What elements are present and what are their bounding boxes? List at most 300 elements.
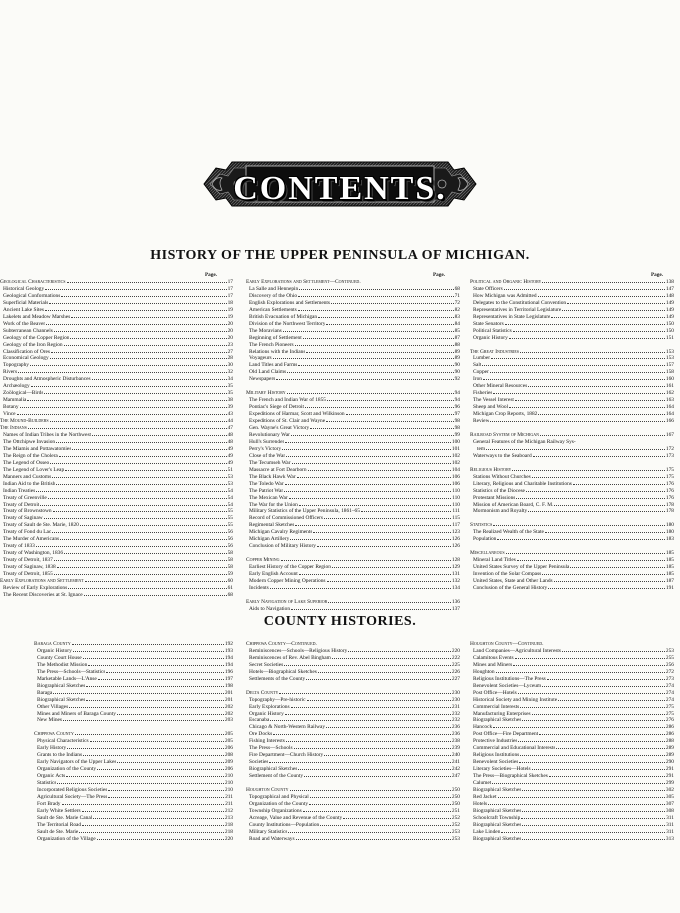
dot-leader xyxy=(286,453,451,457)
dot-leader xyxy=(512,467,664,471)
toc-entry xyxy=(470,307,674,314)
dot-leader xyxy=(486,446,665,450)
toc-entry-title: tem xyxy=(477,445,486,452)
toc-entry xyxy=(470,446,674,453)
toc-entry xyxy=(246,606,460,613)
toc-entry xyxy=(34,669,233,676)
toc-entry xyxy=(0,411,233,418)
toc-entry xyxy=(246,836,460,843)
toc-entry-title: Houghton xyxy=(473,668,495,675)
toc-entry-page: 164 xyxy=(665,404,674,411)
dot-leader xyxy=(281,557,451,561)
toc-section-heading xyxy=(246,279,460,286)
toc-entry-title: Organization of the Village xyxy=(37,835,96,842)
toc-section-heading xyxy=(470,432,674,439)
toc-spacer xyxy=(470,460,674,467)
dot-leader xyxy=(84,592,227,596)
toc-entry xyxy=(0,362,233,369)
toc-entry-page: 276 xyxy=(665,717,674,724)
toc-entry-title: Sault de Ste. Marie xyxy=(37,828,79,835)
toc-entry-page: 250 xyxy=(451,793,460,800)
toc-entry xyxy=(246,773,460,780)
history-column-1 xyxy=(0,279,233,599)
dot-leader xyxy=(294,745,451,749)
toc-entry-page: 238 xyxy=(451,738,460,745)
toc-entry xyxy=(246,467,460,474)
toc-entry-title: Chicago & North-Western Railway xyxy=(249,724,326,731)
toc-entry-title: The War for the Union xyxy=(249,501,298,508)
toc-entry-title: Early Navigators of the Upper Lakes xyxy=(37,759,117,766)
toc-entry-title: County Institutions—Population xyxy=(249,821,320,828)
toc-entry xyxy=(246,815,460,822)
toc-entry-page: 202 xyxy=(224,710,233,717)
toc-entry-title: Political and Organic History xyxy=(470,279,542,285)
toc-entry-page: 255 xyxy=(665,654,674,661)
dot-leader xyxy=(63,717,224,721)
toc-entry-page: 180 xyxy=(665,522,674,529)
toc-entry xyxy=(246,488,460,495)
toc-entry-title: The Mound-Builders xyxy=(0,418,49,425)
toc-entry-page: 132 xyxy=(451,577,460,584)
toc-entry-title: Names of Indian Tribes in the Northwest xyxy=(3,431,92,438)
toc-entry xyxy=(246,335,460,342)
toc-entry-page: 274 xyxy=(665,689,674,696)
dot-leader xyxy=(554,578,665,582)
toc-entry-page: 225 xyxy=(451,661,460,668)
toc-entry-page: 101 xyxy=(451,445,460,452)
toc-entry-page: 138 xyxy=(665,279,674,285)
toc-entry xyxy=(246,801,460,808)
toc-entry-title: Topographical and Physical xyxy=(249,793,309,800)
toc-entry-page: 185 xyxy=(665,557,674,564)
dot-leader xyxy=(64,342,227,346)
toc-entry-page: 218 xyxy=(224,821,233,828)
toc-entry xyxy=(0,390,233,397)
toc-entry-title: Benevolent Societies—Lyceum xyxy=(473,682,542,689)
dot-leader xyxy=(348,648,451,652)
county-column-3 xyxy=(470,641,674,843)
toc-entry-title: Post Office—Fire Department xyxy=(473,731,539,738)
toc-entry-page: 291 xyxy=(665,773,674,780)
toc-entry-page: 48 xyxy=(227,438,233,445)
toc-section-heading xyxy=(470,550,674,557)
dot-leader xyxy=(44,390,226,394)
toc-entry-title: Calumet xyxy=(473,780,492,787)
toc-entry-page: 99 xyxy=(454,431,460,438)
toc-entry xyxy=(0,536,233,543)
toc-entry-title: Conclusion of Military History xyxy=(249,543,316,550)
toc-entry-page: 102 xyxy=(451,452,460,459)
toc-entry-title: The Mexican War xyxy=(249,494,288,501)
dot-leader xyxy=(285,481,451,485)
dot-leader xyxy=(515,397,665,401)
toc-entry-page: 208 xyxy=(224,752,233,759)
toc-entry-title: The Indians xyxy=(0,425,27,432)
toc-entry-title: The Realized Wealth of the State xyxy=(473,529,544,536)
toc-entry xyxy=(246,745,460,752)
toc-entry-page: 157 xyxy=(665,362,674,369)
dot-leader xyxy=(85,578,227,582)
toc-entry-title: Military Statistics xyxy=(249,828,288,835)
toc-entry-title: Indian Aid to the British xyxy=(3,480,56,487)
toc-entry-page: 17 xyxy=(227,292,233,299)
toc-entry-title: Chippewa County xyxy=(34,731,74,738)
toc-entry-title: Representatives in State Legislature xyxy=(473,313,551,320)
toc-entry xyxy=(34,801,233,808)
toc-entry-title: Societies xyxy=(249,759,269,766)
dot-leader xyxy=(303,808,451,812)
toc-entry-title: Discovery of the Ohio xyxy=(249,292,298,299)
toc-entry xyxy=(0,592,233,599)
toc-entry-title: Protestant Missions xyxy=(473,494,516,501)
toc-entry-title: Statistics xyxy=(470,522,493,529)
dot-leader xyxy=(313,529,450,533)
toc-entry-page: 253 xyxy=(665,647,674,654)
toc-entry-title: Salt xyxy=(473,362,482,369)
toc-entry xyxy=(470,390,674,397)
toc-entry-page: 83 xyxy=(454,313,460,320)
toc-entry xyxy=(470,829,674,836)
toc-entry xyxy=(246,397,460,404)
dot-leader xyxy=(284,488,451,492)
toc-entry xyxy=(470,571,674,578)
toc-entry-page: 149 xyxy=(665,306,674,313)
dot-leader xyxy=(49,300,226,304)
dot-leader xyxy=(522,808,665,812)
toc-entry-page: 175 xyxy=(665,466,674,473)
toc-entry xyxy=(470,822,674,829)
toc-entry-page: 247 xyxy=(451,773,460,780)
dot-leader xyxy=(67,279,227,283)
toc-entry-page: 147 xyxy=(665,285,674,292)
toc-entry-page: 275 xyxy=(665,703,674,710)
toc-entry-page: 27 xyxy=(227,348,233,355)
toc-section-heading xyxy=(0,279,233,286)
toc-entry-page: 192 xyxy=(224,641,233,647)
toc-entry-page: 54 xyxy=(227,501,233,508)
toc-entry-title: Early Navigation of Lake Superior xyxy=(246,598,328,605)
toc-entry-title: Expeditions of St. Clair and Wayne xyxy=(249,418,326,425)
dot-leader xyxy=(558,697,665,701)
toc-entry xyxy=(34,794,233,801)
toc-entry-page: 162 xyxy=(665,390,674,397)
toc-entry xyxy=(0,335,233,342)
toc-entry-page: 274 xyxy=(665,682,674,689)
toc-entry-title: Miscellaneous xyxy=(470,550,505,557)
toc-entry xyxy=(470,801,674,808)
dot-leader xyxy=(308,467,451,471)
toc-entry xyxy=(470,495,674,502)
toc-entry-page: 250 xyxy=(451,800,460,807)
toc-entry xyxy=(246,418,460,425)
toc-entry-title: Manners and Customs xyxy=(3,473,52,480)
toc-entry xyxy=(0,383,233,390)
toc-entry xyxy=(470,731,674,738)
toc-entry-title: Political Statistics xyxy=(473,327,512,334)
dot-leader xyxy=(298,766,451,770)
toc-entry-title: Treaty of Detroit, 1855 xyxy=(3,571,53,578)
toc-entry-page: 136 xyxy=(451,598,460,605)
toc-entry xyxy=(470,578,674,585)
dot-leader xyxy=(326,724,451,728)
toc-entry-title: Reminiscences of Rev. Abel Bingham xyxy=(249,654,331,661)
toc-entry-title: Physical Characteristics xyxy=(37,738,89,745)
toc-entry xyxy=(246,307,460,314)
banner-title: CONTENTS. xyxy=(233,170,447,207)
toc-entry-page: 129 xyxy=(451,564,460,571)
toc-entry-title: Houghton County—Continued. xyxy=(470,641,544,647)
toc-entry-title: Botany xyxy=(3,404,19,411)
toc-entry-title: Biographical Sketches xyxy=(249,766,298,773)
dot-leader xyxy=(276,376,453,380)
toc-entry xyxy=(34,759,233,766)
toc-entry xyxy=(0,300,233,307)
toc-entry-title: Organic History xyxy=(473,334,508,341)
dot-leader xyxy=(90,738,224,742)
toc-entry-page: 49 xyxy=(227,452,233,459)
toc-entry-page: 206 xyxy=(224,766,233,773)
toc-entry xyxy=(246,752,460,759)
toc-section-heading xyxy=(246,557,460,564)
toc-entry-page: 231 xyxy=(451,703,460,710)
dot-leader xyxy=(290,787,451,791)
toc-entry xyxy=(246,432,460,439)
toc-entry-title: Topography xyxy=(3,362,29,369)
dot-leader xyxy=(547,676,665,680)
page-header-col1: Page. xyxy=(205,272,217,278)
toc-entry-title: Massacre at Fort Dearborn xyxy=(249,466,307,473)
toc-entry-page: 60 xyxy=(227,577,233,584)
toc-entry-page: 28 xyxy=(227,355,233,362)
dot-leader xyxy=(532,766,665,770)
toc-entry xyxy=(0,474,233,481)
toc-entry-page: 232 xyxy=(451,717,460,724)
toc-entry-page: 311 xyxy=(666,828,674,835)
dot-leader xyxy=(504,286,665,290)
toc-entry-title: Treaty of Saginaw, 1838 xyxy=(3,564,56,571)
dot-leader xyxy=(80,522,227,526)
toc-entry xyxy=(246,731,460,738)
toc-section-heading xyxy=(246,787,460,794)
dot-leader xyxy=(31,383,227,387)
toc-entry xyxy=(0,495,233,502)
toc-entry-page: 131 xyxy=(451,571,460,578)
toc-entry-title: Red Jacket xyxy=(473,793,497,800)
toc-entry xyxy=(34,773,233,780)
toc-entry xyxy=(34,787,233,794)
toc-entry xyxy=(470,488,674,495)
toc-entry-title: Voyageurs xyxy=(249,355,272,362)
toc-entry xyxy=(470,655,674,662)
toc-entry-page: 92 xyxy=(454,376,460,383)
toc-entry-page: 308 xyxy=(665,807,674,814)
toc-entry-page: 110 xyxy=(452,487,460,494)
toc-entry xyxy=(470,453,674,460)
toc-entry-page: 43 xyxy=(227,411,233,418)
toc-entry xyxy=(470,418,674,425)
toc-entry-title: Treaty of Greenville xyxy=(3,494,47,501)
toc-entry-page: 289 xyxy=(665,745,674,752)
toc-entry-page: 201 xyxy=(224,689,233,696)
toc-entry-page: 206 xyxy=(224,745,233,752)
toc-entry-title: Invention of the Solar Compass xyxy=(473,571,542,578)
dot-leader xyxy=(36,543,227,547)
dot-leader xyxy=(331,300,454,304)
toc-entry-page: 205 xyxy=(224,738,233,745)
toc-entry xyxy=(470,669,674,676)
toc-entry-page: 291 xyxy=(665,766,674,773)
toc-entry xyxy=(246,425,460,432)
toc-entry-title: The Toledo War xyxy=(249,480,284,487)
dot-leader xyxy=(497,536,665,540)
toc-entry-page: 44 xyxy=(227,418,233,425)
toc-entry-title: Michigan Cavalry Regiments xyxy=(249,529,313,536)
toc-entry-title: Fort Brady xyxy=(37,800,61,807)
toc-entry-title: The French and Indian War of 1855 xyxy=(249,397,327,404)
dot-leader xyxy=(309,801,451,805)
toc-entry-page: 313 xyxy=(665,835,674,842)
toc-entry-page: 55 xyxy=(227,515,233,522)
toc-entry-page: 205 xyxy=(224,731,233,738)
toc-entry-page: 59 xyxy=(227,571,233,578)
toc-entry xyxy=(246,585,460,592)
toc-entry-title: Geological Conformations xyxy=(3,292,61,299)
toc-entry xyxy=(470,745,674,752)
toc-entry xyxy=(470,404,674,411)
toc-entry-title: Organic Acts xyxy=(37,773,66,780)
dot-leader xyxy=(554,502,664,506)
toc-entry-page: 288 xyxy=(665,738,674,745)
toc-entry-title: Reminiscences—Schools—Religious History xyxy=(249,647,348,654)
toc-entry-page: 56 xyxy=(227,543,233,550)
history-column-3 xyxy=(470,279,674,592)
toc-entry-title: Treaty of Detroit, 1837 xyxy=(3,557,53,564)
toc-entry-page: 193 xyxy=(224,647,233,654)
dot-leader xyxy=(290,536,451,540)
toc-entry-title: Organic History xyxy=(37,647,72,654)
toc-entry-page: 96 xyxy=(454,404,460,411)
dot-leader xyxy=(346,411,454,415)
toc-entry xyxy=(34,829,233,836)
dot-leader xyxy=(270,717,451,721)
toc-entry-page: 151 xyxy=(665,334,674,341)
dot-leader xyxy=(68,585,226,589)
toc-entry-title: The Great Industries xyxy=(470,348,520,355)
toc-entry-page: 106 xyxy=(451,480,460,487)
toc-entry-page: 161 xyxy=(665,383,674,390)
dot-leader xyxy=(284,662,451,666)
toc-entry-page: 209 xyxy=(224,759,233,766)
toc-entry-title: American Settlements xyxy=(249,306,297,313)
toc-entry-page: 198 xyxy=(224,682,233,689)
toc-entry-title: Classification of Ores xyxy=(3,348,51,355)
toc-entry xyxy=(34,822,233,829)
toc-entry-title: The Murder of Americans xyxy=(3,536,60,543)
dot-leader xyxy=(326,321,453,325)
dot-leader xyxy=(44,515,227,519)
toc-entry-page: 17 xyxy=(227,279,233,285)
toc-entry-page: 89 xyxy=(454,355,460,362)
dot-leader xyxy=(482,362,665,366)
toc-entry xyxy=(246,529,460,536)
toc-entry xyxy=(246,717,460,724)
toc-entry-title: La Salle and Hennepin xyxy=(249,285,299,292)
dot-leader xyxy=(545,529,665,533)
toc-entry-title: Post Office—Hotels xyxy=(473,689,517,696)
toc-entry-title: State Senators xyxy=(473,320,504,327)
dot-leader xyxy=(520,704,665,708)
toc-entry-page: 20 xyxy=(227,334,233,341)
dot-leader xyxy=(522,717,665,721)
toc-entry-page: 38 xyxy=(227,397,233,404)
toc-entry-title: Earliest History of the Copper Region xyxy=(249,564,331,571)
toc-entry xyxy=(246,502,460,509)
toc-entry xyxy=(246,794,460,801)
toc-entry-title: Settlement of the County xyxy=(249,773,304,780)
dot-leader xyxy=(20,404,227,408)
toc-entry xyxy=(470,376,674,383)
dot-leader xyxy=(303,335,454,339)
toc-section-heading xyxy=(246,690,460,697)
toc-spacer xyxy=(470,425,674,432)
toc-entry xyxy=(470,766,674,773)
dot-leader xyxy=(83,752,224,756)
dot-leader xyxy=(54,557,227,561)
toc-entry-page: 176 xyxy=(665,480,674,487)
toc-entry-title: Schoolcraft Township xyxy=(473,814,521,821)
toc-entry-title: Copper Mining xyxy=(246,557,280,564)
toc-section-heading xyxy=(470,467,674,474)
toc-entry-title: Biographical Sketches xyxy=(473,835,522,842)
toc-entry xyxy=(246,328,460,335)
dot-leader xyxy=(517,557,665,561)
toc-entry-title: Lumber xyxy=(473,355,491,362)
toc-entry-page: 158 xyxy=(665,369,674,376)
toc-entry-title: Biographical Sketches xyxy=(37,696,86,703)
toc-entry-page: 202 xyxy=(224,703,233,710)
toc-entry-title: Superficial Materials xyxy=(3,299,49,306)
toc-entry-page: 88 xyxy=(454,341,460,348)
toc-entry xyxy=(0,397,233,404)
toc-entry-page: 30 xyxy=(227,362,233,369)
toc-entry-page: 71 xyxy=(454,292,460,299)
toc-entry xyxy=(246,300,460,307)
toc-entry xyxy=(0,446,233,453)
toc-entry xyxy=(470,369,674,376)
toc-entry-title: How Michigan was Admitted xyxy=(473,292,537,299)
toc-entry xyxy=(0,571,233,578)
toc-entry-title: Statistics of the Diocese xyxy=(473,487,525,494)
dot-leader xyxy=(289,495,451,499)
dot-leader xyxy=(72,641,224,645)
toc-entry-page: 49 xyxy=(227,445,233,452)
toc-entry-title: Road and Waterways xyxy=(249,835,295,842)
toc-section-heading xyxy=(246,599,460,606)
toc-entry-page: 251 xyxy=(451,807,460,814)
toc-entry xyxy=(0,307,233,314)
toc-entry xyxy=(470,355,674,362)
toc-entry-page: 242 xyxy=(451,766,460,773)
toc-entry-title: Mammalia xyxy=(3,397,27,404)
dot-leader xyxy=(332,655,451,659)
toc-entry-title: Regimental Sketches xyxy=(249,522,295,529)
toc-entry-page: 196 xyxy=(224,668,233,675)
dot-leader xyxy=(299,502,451,506)
toc-entry-title: Geological Characteristics xyxy=(0,279,66,285)
toc-entry-page: 240 xyxy=(451,752,460,759)
toc-entry-title: Houghton County xyxy=(246,787,289,794)
toc-section-heading xyxy=(0,425,233,432)
